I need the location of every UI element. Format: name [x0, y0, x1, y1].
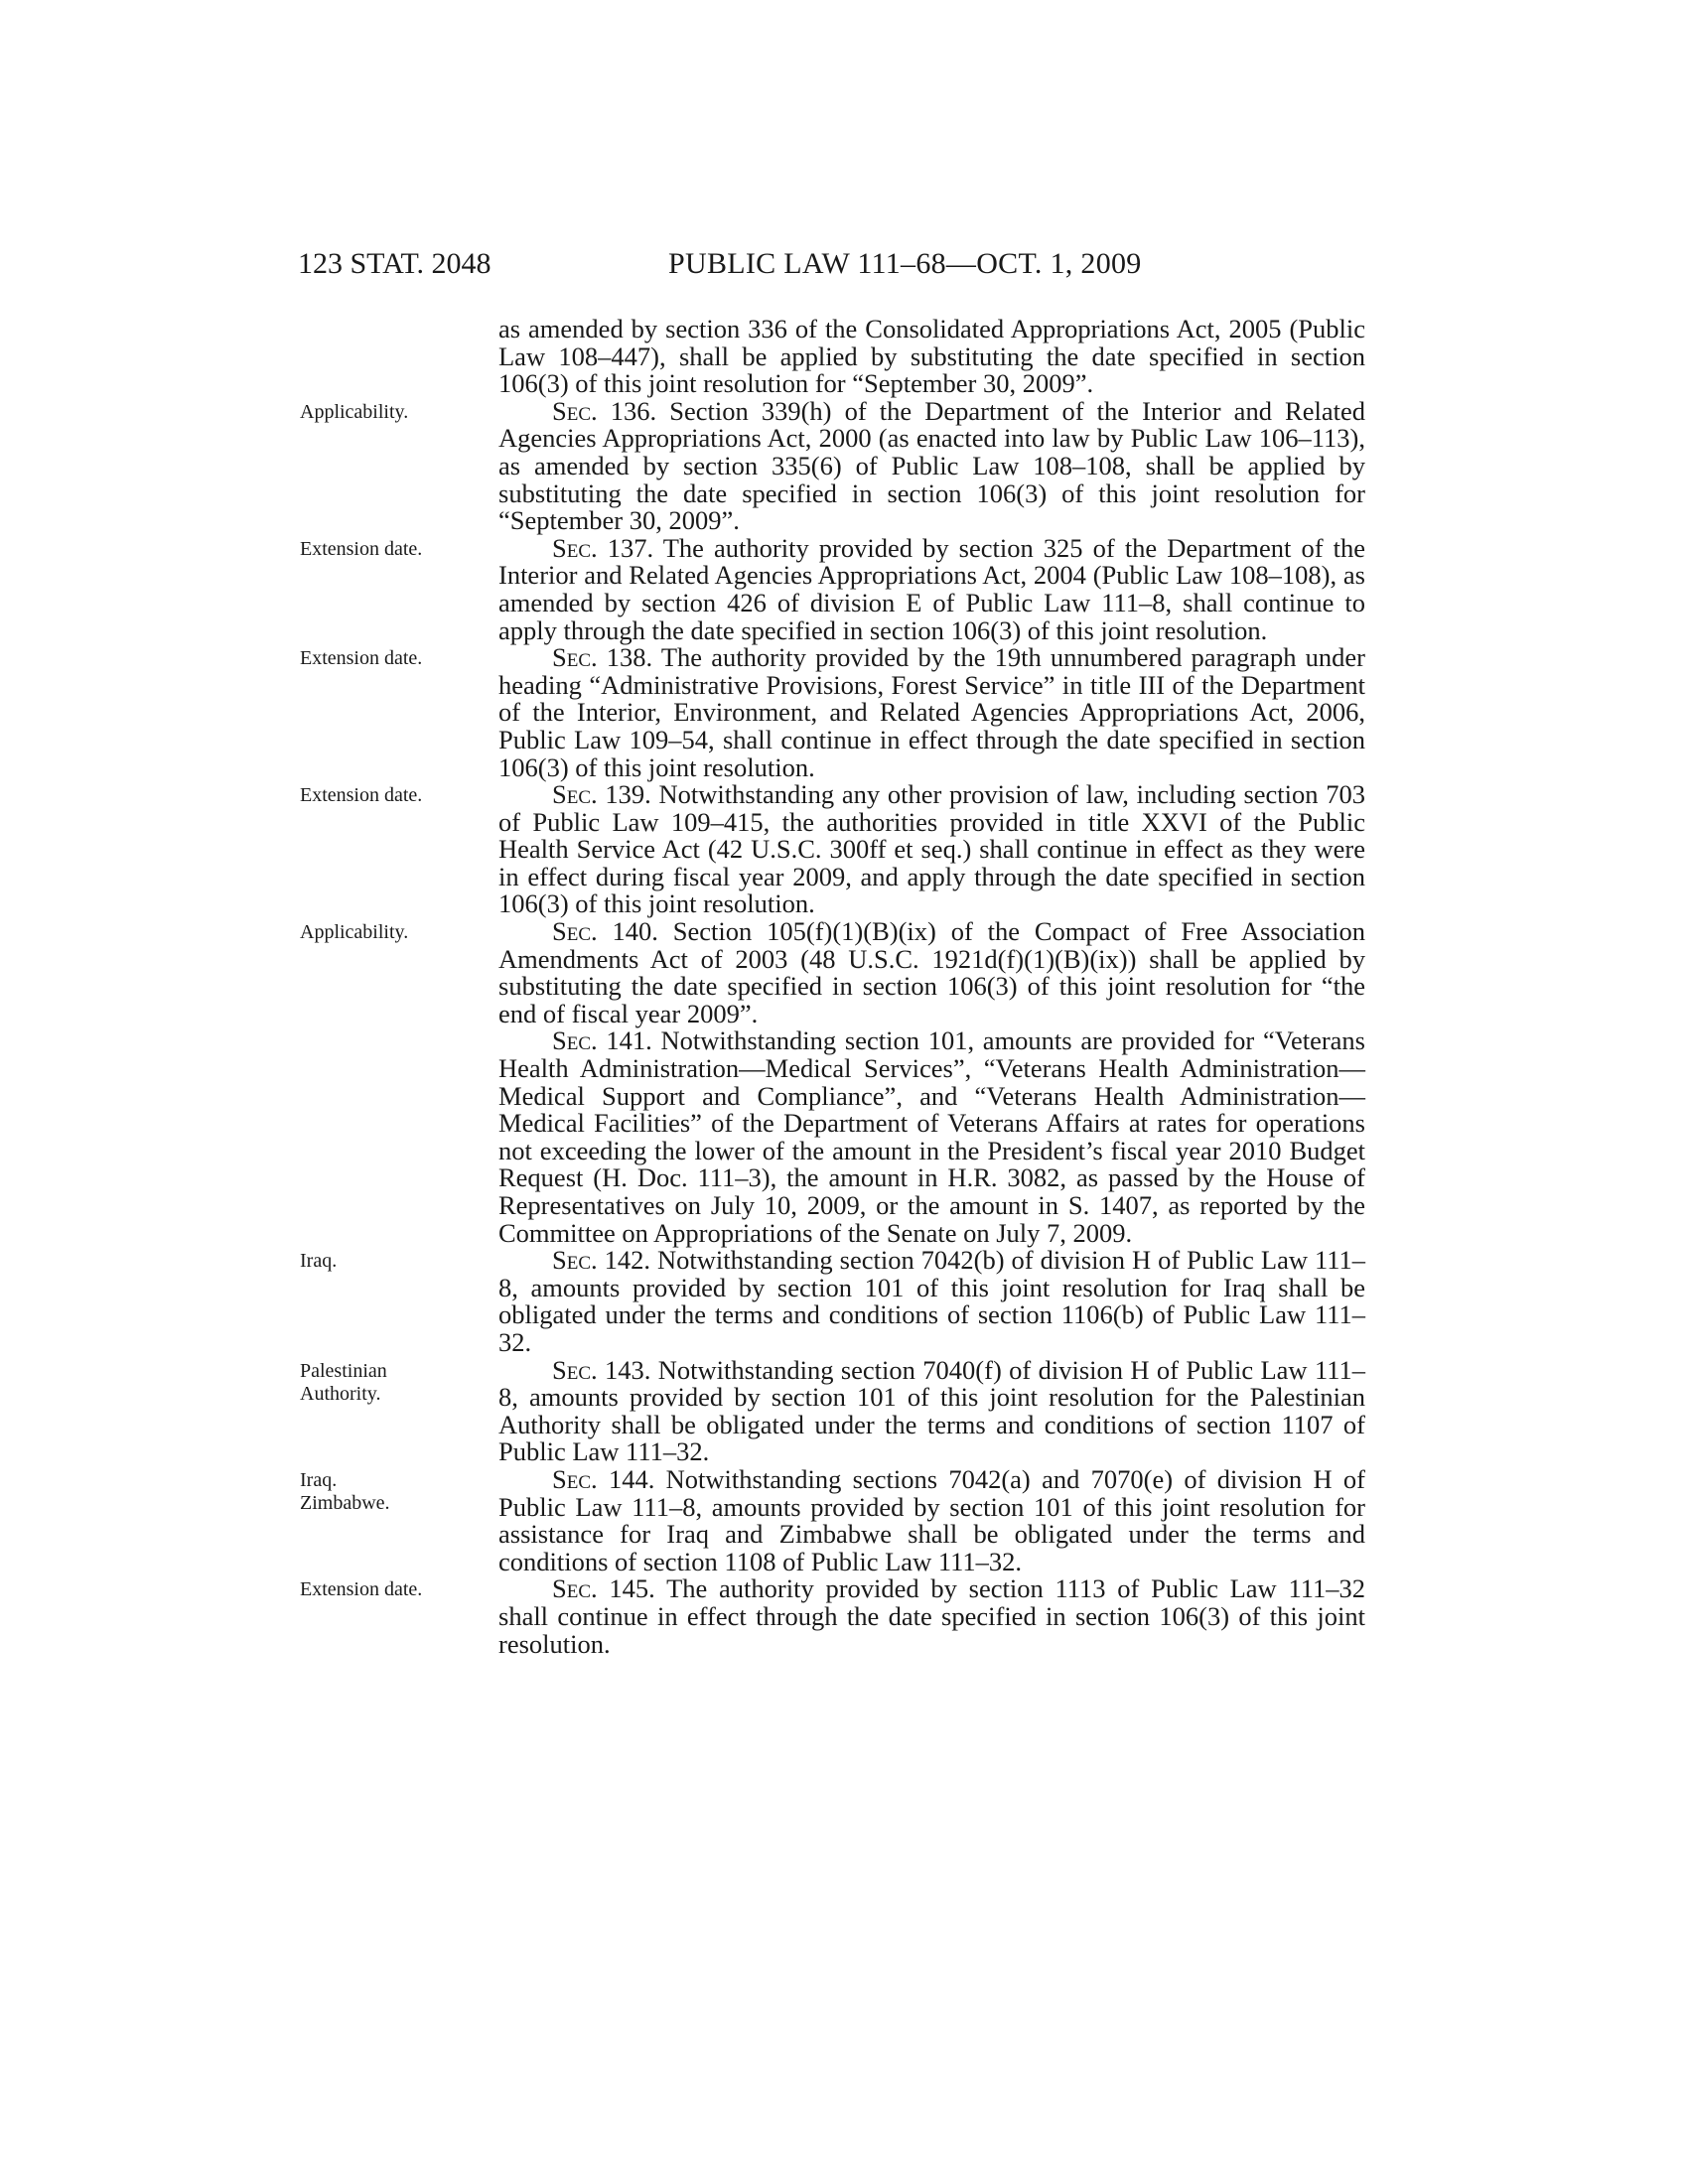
- margin-note: [300, 784, 449, 807]
- section-136: [300, 395, 1365, 536]
- section-number: Sec. 145.: [552, 1573, 655, 1604]
- section-145: [300, 1573, 1365, 1659]
- section-number: Sec. 137.: [552, 532, 654, 563]
- running-head: PUBLIC LAW 111–68—OCT. 1, 2009: [668, 247, 1142, 280]
- section-140: [300, 916, 1365, 1028]
- page-header: [0, 244, 1688, 284]
- margin-note-line: Iraq.: [300, 1468, 338, 1491]
- margin-note-line: Applicability.: [300, 400, 409, 423]
- margin-note-line: Extension date.: [300, 647, 423, 670]
- section-number: Sec. 144.: [552, 1463, 655, 1494]
- paragraph-text: The authority provided by section 325 of the Department of the Interior and Related Agencies Appropriations Act, 2004 (Public Law 108–108), as amended by section 426 of division E of Public Law 111–8, shall continue to apply through the date specified in section 106(3) of this joint resolution.: [498, 532, 1365, 645]
- margin-note-line: Extension date.: [300, 784, 423, 807]
- section-138: [300, 642, 1365, 782]
- section-143: [300, 1354, 1365, 1467]
- margin-note: [300, 538, 449, 561]
- section-142: [300, 1245, 1365, 1357]
- paragraph-text: Notwithstanding section 7040(f) of division H of Public Law 111–8, amounts provided by section 101 of this joint resolution for the Palestinian Authority shall be obligated under the terms and conditions of section 1107 of Public Law 111–32.: [498, 1354, 1365, 1467]
- margin-note: [300, 1469, 449, 1515]
- margin-note: [300, 1578, 449, 1601]
- paragraph-text: Section 339(h) of the Department of the Interior and Related Agencies Appropriations Act, 2000 (as enacted into law by Public Law 106–113), as amended by section 335(6) of Public Law 108–108, shall be applied by substituting the date specified in section 106(3) of this joint resolution for “September 30, 2009”.: [498, 395, 1365, 536]
- section-number: Sec. 139.: [552, 779, 651, 810]
- margin-note: [300, 1360, 449, 1406]
- margin-note: [300, 401, 449, 424]
- section-number: Sec. 141.: [552, 1025, 652, 1056]
- section-141: [498, 1027, 1365, 1247]
- margin-note-line: Authority.: [300, 1382, 381, 1405]
- paragraph-text: The authority provided by the 19th unnumbered paragraph under heading “Administrative Provisions, Forest Service” in title III of the Department of the Interior, Environment, and Related Agencies Appropriations Act, 2006, Public Law 109–54, shall continue in effect through the date specified in section 106(3) of this joint resolution.: [498, 642, 1365, 782]
- statute-citation: 123 STAT. 2048: [298, 247, 492, 280]
- margin-note-line: Extension date.: [300, 1578, 423, 1601]
- section-number: Sec. 140.: [552, 916, 658, 947]
- paragraph-text: as amended by section 336 of the Consolidated Appropriations Act, 2005 (Public Law 108–447), shall be applied by substituting the date specified in section 106(3) of this joint resolution for “September 30, 2009”.: [498, 314, 1365, 399]
- paragraph-text: Notwithstanding section 101, amounts are provided for “Veterans Health Administration—Medical Services”, “Veterans Health Administration—Medical Support and Compliance”, and “Veterans Health Administration—Medical Facilities” of the Department of Veterans Affairs at rates for operations not exceeding the lower of the amount in the President’s fiscal year 2010 Budget Request (H. Doc. 111–3), the amount in H.R. 3082, as passed by the House of Representatives on July 10, 2009, or the amount in S. 1407, as reported by the Committee on Appropriations of the Senate on July 7, 2009.: [498, 1025, 1365, 1248]
- margin-note: [300, 647, 449, 670]
- margin-note: [300, 1250, 449, 1273]
- margin-note-line: Palestinian: [300, 1359, 387, 1382]
- paragraph-text: Notwithstanding section 7042(b) of division H of Public Law 111–8, amounts provided by section 101 of this joint resolution for Iraq shall be obligated under the terms and conditions of section 1106(b) of Public Law 111–32.: [498, 1245, 1365, 1357]
- section-continuation: [498, 316, 1365, 398]
- section-number: Sec. 143.: [552, 1354, 651, 1385]
- paragraph-text: The authority provided by section 1113 of Public Law 111–32 shall continue in effect through the date specified in section 106(3) of this joint resolution.: [498, 1573, 1365, 1659]
- paragraph-text: Notwithstanding any other provision of law, including section 703 of Public Law 109–415, the authorities provided in title XXVI of the Public Health Service Act (42 U.S.C. 300ff et seq.) shall continue in effect as they were in effect during fiscal year 2009, and apply through the date specified in section 106(3) of this joint resolution.: [498, 779, 1365, 919]
- margin-note-line: Iraq.: [300, 1250, 338, 1273]
- margin-note-line: Extension date.: [300, 537, 423, 560]
- body-text-column: [300, 314, 1366, 1659]
- section-137: [300, 532, 1365, 645]
- section-number: Sec. 138.: [552, 642, 653, 673]
- paragraph-text: Notwithstanding sections 7042(a) and 7070(e) of division H of Public Law 111–8, amounts provided by section 101 of this joint resolution for assistance for Iraq and Zimbabwe shall be obligated under the terms and conditions of section 1108 of Public Law 111–32.: [498, 1463, 1366, 1576]
- section-144: [300, 1463, 1366, 1576]
- margin-note-line: Zimbabwe.: [300, 1491, 390, 1514]
- margin-note: [300, 921, 449, 944]
- section-number: Sec. 142.: [552, 1245, 650, 1276]
- section-139: [300, 779, 1365, 919]
- paragraph-text: Section 105(f)(1)(B)(ix) of the Compact of Free Association Amendments Act of 2003 (48 U.S.C. 1921d(f)(1)(B)(ix)) shall be applied by substituting the date specified in section 106(3) of this joint resolution for “the end of fiscal year 2009”.: [498, 916, 1365, 1028]
- section-number: Sec. 136.: [552, 395, 657, 426]
- margin-note-line: Applicability.: [300, 921, 409, 944]
